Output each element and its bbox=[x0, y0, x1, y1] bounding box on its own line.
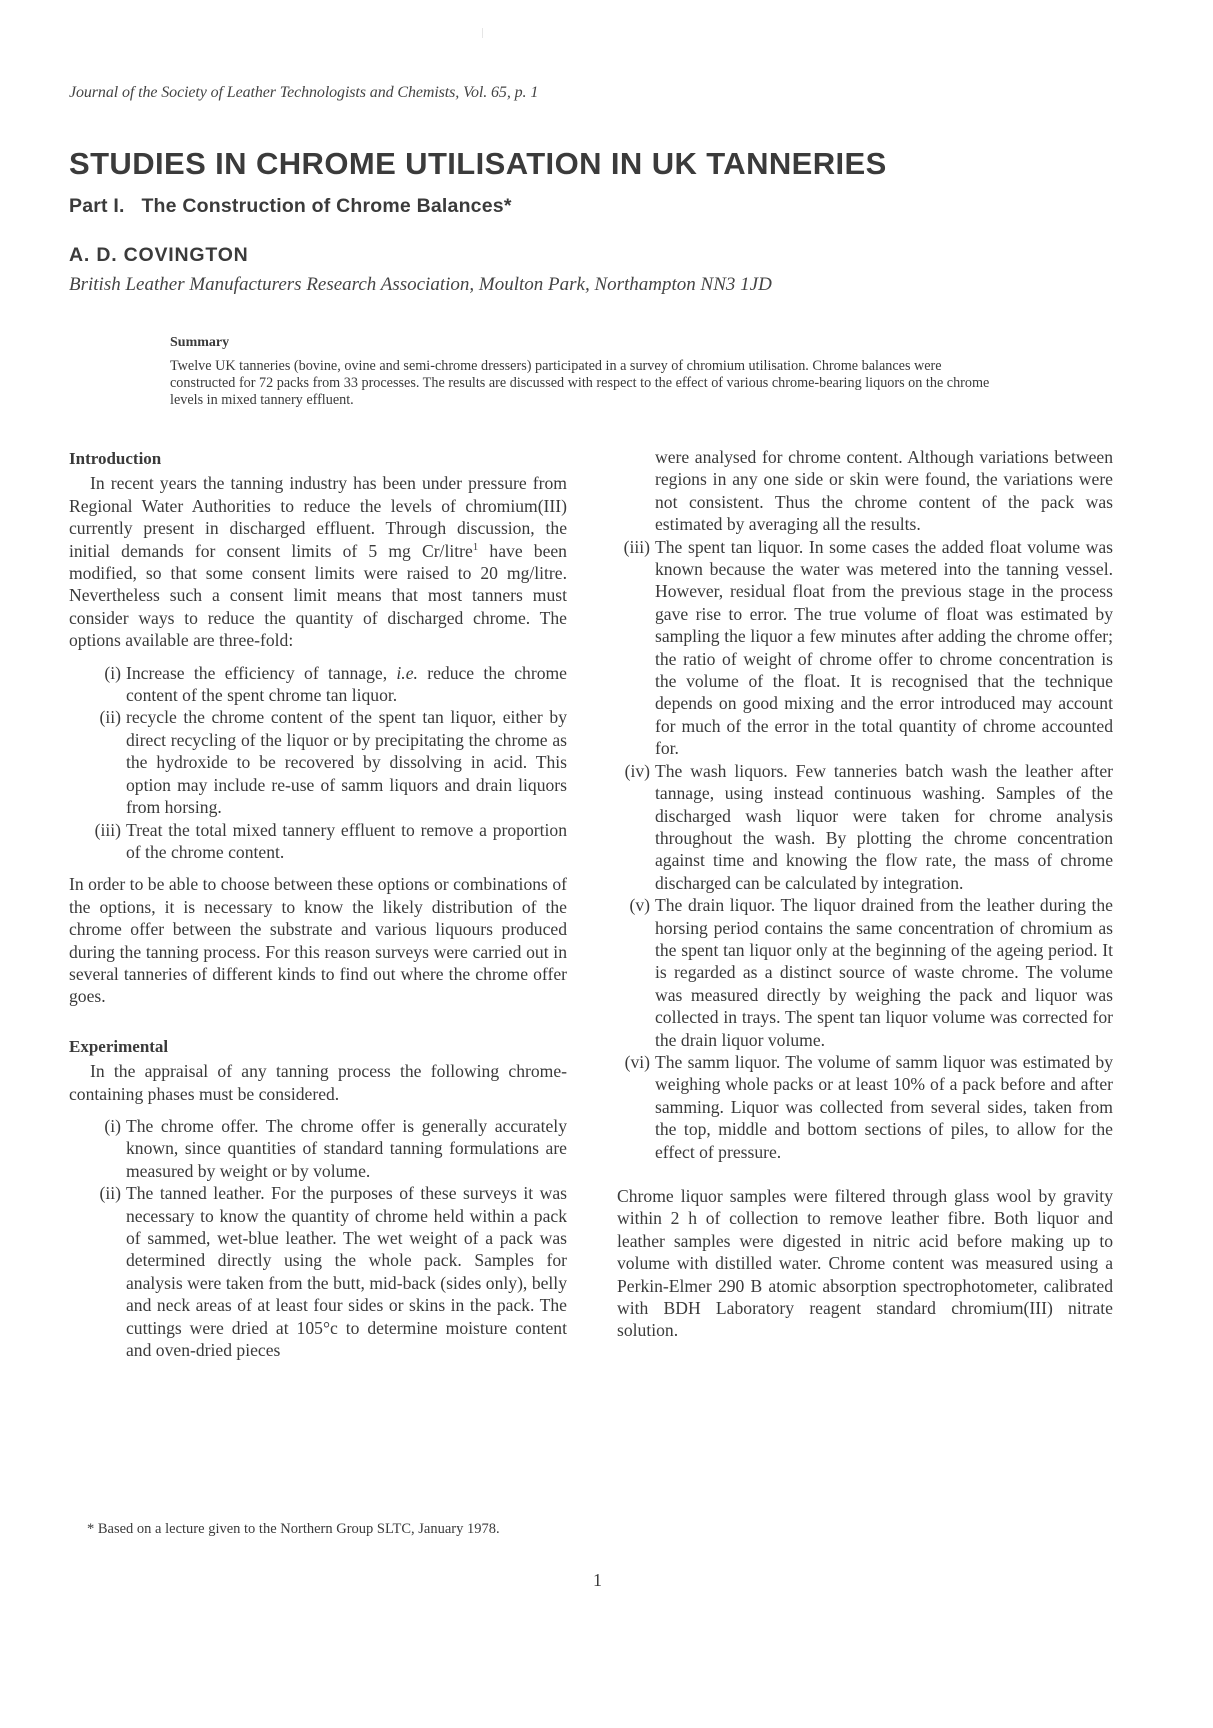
phase-continuation: were analysed for chrome content. Although variations between regions in any one side or skin were found, the variations were not consistent. Thus the chrome content of the pack was estimated by averaging all the results. bbox=[655, 447, 1113, 535]
option-text: Increase the efficiency of tannage, bbox=[126, 662, 397, 683]
article-subtitle: Part I. The Construction of Chrome Balances* bbox=[69, 195, 512, 217]
author-name: A. D. COVINGTON bbox=[69, 244, 249, 266]
phase-number: (v) bbox=[629, 895, 650, 916]
phase-number: (ii) bbox=[99, 1183, 121, 1204]
options-list bbox=[69, 662, 567, 864]
reference-1: 1 bbox=[472, 540, 479, 553]
author-affiliation: British Leather Manufacturers Research Association, Moulton Park, Northampton NN3 1JD bbox=[69, 274, 772, 295]
phase-text: The chrome offer. The chrome offer is generally accurately known, since quantities of standard tanning formulations are measured by weight or by volume. bbox=[126, 1115, 567, 1181]
phase-item bbox=[617, 1051, 1113, 1163]
option-text: Treat the total mixed tannery effluent to remove a proportion of the chrome content. bbox=[126, 819, 567, 862]
experimental-intro: In the appraisal of any tanning process the following chrome-containing phases must be considered. bbox=[69, 1061, 567, 1104]
phase-text: The spent tan liquor. In some cases the added float volume was known because the water was metered into the tanning vessel. However, residual float from the previous stage in the process gave rise to error. The true volume of float was estimated by sampling the liquor a few minutes after adding the chrome offer; the ratio of weight of chrome offer to chrome concentration is the volume of the float. It is recognised that the technique depends on good mixing and the error introduced may account for much of the error in the total quantity of chrome accounted for. bbox=[655, 536, 1113, 759]
left-column bbox=[69, 448, 567, 1361]
phase-number: (vi) bbox=[624, 1051, 650, 1072]
option-text-emphasis: i.e. bbox=[396, 662, 418, 683]
option-item bbox=[69, 819, 567, 864]
phases-list-left bbox=[69, 1115, 567, 1361]
intro-text-part-a: In recent years the tanning industry has been under pressure from Regional Water Authorities to reduce the levels of chromium(III) currently present in discharged effluent. Through discussion, the initial demands for consent limits of 5 mg Cr/litre bbox=[69, 473, 567, 561]
intro-text-part-b: have been modified, so that some consent limits were raised to 20 mg/litre. Nevertheless such a consent limit means that most tanners must consider ways to reduce the quantity of discharged chrome. The options available are three-fold: bbox=[69, 540, 567, 651]
option-text: recycle the chrome content of the spent tan liquor, either by direct recycling of the liquor or by precipitating the chrome as the hydroxide to be recovered by dissolving in acid. This option may include re-use of samm liquors and drain liquors from horsing. bbox=[126, 707, 567, 818]
phase-text: The wash liquors. Few tanneries batch wash the leather after tannage, using instead continuous washing. Samples of the discharged wash liquor were taken for chrome analysis throughout the wash. By plotting the chrome concentration against time and knowing the flow rate, the mass of chrome discharged can be calculated by integration. bbox=[655, 760, 1113, 893]
summary-block bbox=[170, 335, 1010, 409]
method-paragraph: Chrome liquor samples were filtered through glass wool by gravity within 2 h of collection to remove leather fibre. Both liquor and leather samples were digested in nitric acid before making up to volume with distilled water. Chrome content was measured using a Perkin-Elmer 290 B atomic absorption spectrophotometer, calibrated with BDH Laboratory reagent standard chromium(III) nitrate solution. bbox=[617, 1186, 1113, 1341]
footnote bbox=[69, 1521, 566, 1538]
article-title: STUDIES IN CHROME UTILISATION IN UK TANNERIES bbox=[69, 146, 887, 181]
option-text: reduce the chrome content of the spent chrome tan liquor. bbox=[126, 662, 567, 706]
right-column bbox=[617, 446, 1113, 1342]
phase-item bbox=[69, 1115, 567, 1182]
option-number: (i) bbox=[104, 662, 121, 683]
option-item bbox=[69, 662, 567, 707]
phase-text: The samm liquor. The volume of samm liquor was estimated by weighing whole packs or at least 10% of a pack before and after samming. Liquor was collected from several sides, taken from the top, middle and bottom sections of piles, to allow for the effect of pressure. bbox=[655, 1051, 1113, 1162]
phase-number: (i) bbox=[104, 1115, 121, 1136]
phase-text: The drain liquor. The liquor drained from the leather during the horsing period contains the same concentration of chromium as the spent tan liquor only at the beginning of the ageing period. It is regarded as a distinct source of waste chrome. The volume was measured directly by weighing the pack and liquor was collected in trays. The spent tan liquor volume was corrected for the drain liquor volume. bbox=[655, 895, 1113, 1050]
introduction-heading: Introduction bbox=[69, 449, 162, 468]
phase-item bbox=[617, 894, 1113, 1051]
page-number: 1 bbox=[593, 1570, 602, 1590]
phase-number: (iii) bbox=[623, 536, 650, 557]
option-number: (ii) bbox=[99, 707, 121, 728]
introduction-paragraph-2: In order to be able to choose between these options or combinations of the options, it is necessary to know the likely distribution of the chrome offer between the substrate and various liquours produced during the tanning process. For this reason surveys were carried out in several tanneries of different kinds to find out where the chrome offer goes. bbox=[69, 874, 567, 1007]
phase-number: (iv) bbox=[624, 760, 650, 781]
phase-text: The tanned leather. For the purposes of these surveys it was necessary to know the quantity of chrome held within a pack of sammed, wet-blue leather. The wet weight of a pack was determined directly using the whole pack. Samples for analysis were taken from the butt, mid-back (sides only), belly and neck areas of at least four sides or skins in the pack. The cuttings were dried at 105°c to determine moisture content and oven-dried pieces bbox=[126, 1183, 567, 1361]
introduction-paragraph-1 bbox=[69, 472, 567, 651]
phases-list-right bbox=[617, 536, 1113, 1163]
summary-heading: Summary bbox=[170, 335, 230, 350]
option-number: (iii) bbox=[94, 819, 121, 840]
experimental-heading: Experimental bbox=[69, 1036, 169, 1056]
option-item bbox=[69, 706, 567, 818]
footnote-text: * Based on a lecture given to the Northern Group SLTC, January 1978. bbox=[87, 1521, 500, 1537]
phase-item bbox=[617, 760, 1113, 894]
phase-item bbox=[617, 536, 1113, 760]
journal-citation: Journal of the Society of Leather Technologists and Chemists, Vol. 65, p. 1 bbox=[69, 84, 539, 101]
scan-artifact bbox=[482, 28, 483, 38]
summary-text: Twelve UK tanneries (bovine, ovine and semi-chrome dressers) participated in a survey of chromium utilisation. Chrome balances were constructed for 72 packs from 33 processes. The results are discussed with respect to the effect of various chrome-bearing liquors on the chrome levels in mixed tannery effluent. bbox=[170, 358, 990, 408]
phase-item bbox=[69, 1182, 567, 1361]
